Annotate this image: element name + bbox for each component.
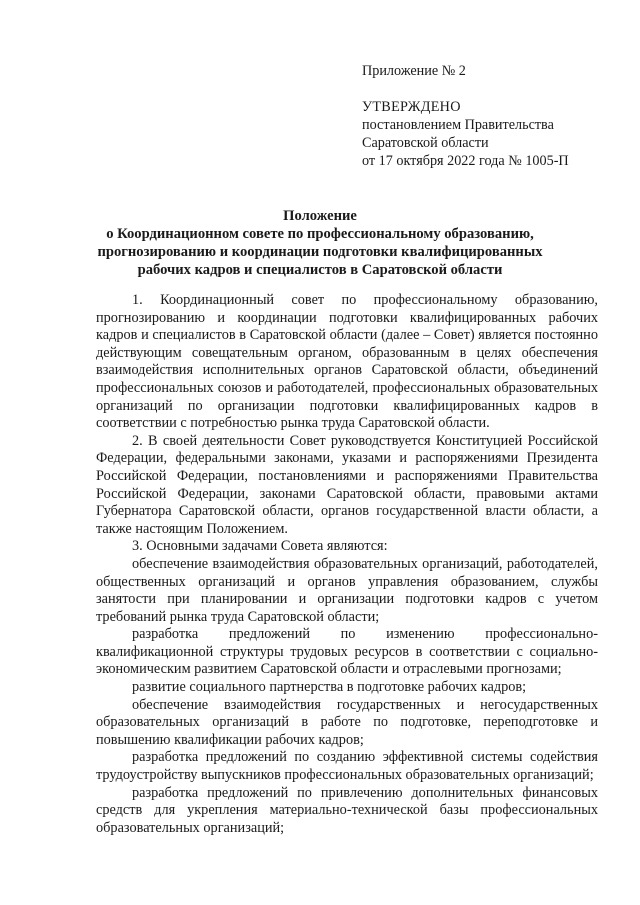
document-body [96, 292, 598, 837]
approval-line-1: постановлением Правительства [362, 117, 554, 133]
approval-block [362, 62, 612, 170]
title-line-1: Положение [283, 208, 357, 224]
title-line-2: о Координационном совете по профессиональному образованию, [106, 226, 534, 242]
approved-heading: УТВЕРЖДЕНО [362, 99, 461, 115]
paragraph-2: 2. В своей деятельности Совет руководствуется Конституцией Российской Федерации, федеральными законами, указами и распоряжениями Президента Российской Федерации, постановлениями и распоряжениями Правительства Российской Федерации, законами Саратовской области, правовыми актами Губернатора Саратовской области, органов государственной власти области, а также настоящим Положением. [96, 432, 598, 537]
title-line-4: рабочих кадров и специалистов в Саратовской области [137, 262, 503, 278]
task-item: обеспечение взаимодействия образовательных организаций, работодателей, общественных организаций и органов управления образованием, службы занятости при планировании и организации подготовки кадров с учетом требований рынка труда Саратовской области; [96, 555, 598, 625]
task-item: обеспечение взаимодействия государственных и негосударственных образовательных организаций в работе по подготовке, переподготовке и повышению квалификации рабочих кадров; [96, 696, 598, 748]
task-item: разработка предложений по созданию эффективной системы содействия трудоустройству выпускников профессиональных образовательных организаций; [96, 749, 598, 784]
task-item: разработка предложений по привлечению дополнительных финансовых средств для укрепления материально-технической базы профессиональных образовательных организаций; [96, 784, 598, 836]
spacer [362, 80, 612, 98]
title-line-3: прогнозированию и координации подготовки квалифицированных [97, 244, 543, 260]
paragraph-1: 1. Координационный совет по профессиональному образованию, прогнозированию и координации подготовки квалифицированных рабочих кадров и специалистов в Саратовской области (далее – Совет) является постоянно действующим совещательным органом, образованным в целях обеспечения взаимодействия исполнительных органов Саратовской области, объединений профессиональных союзов и работодателей, профессиональных образовательных организаций по организации подготовки квалифицированных кадров в соответствии с потребностью рынка труда Саратовской области. [96, 292, 598, 432]
task-item: разработка предложений по изменению профессионально-квалификационной структуры трудовых ресурсов в соответствии с социально-экономическим развитием Саратовской области и отраслевыми прогнозами; [96, 626, 598, 678]
appendix-number: Приложение № 2 [362, 63, 466, 79]
approval-line-3: от 17 октября 2022 года № 1005-П [362, 153, 569, 169]
task-item: развитие социального партнерства в подготовке рабочих кадров; [132, 679, 527, 696]
paragraph-3: 3. Основными задачами Совета являются: [132, 538, 388, 555]
approval-line-2: Саратовской области [362, 135, 489, 151]
document-title [60, 207, 580, 279]
